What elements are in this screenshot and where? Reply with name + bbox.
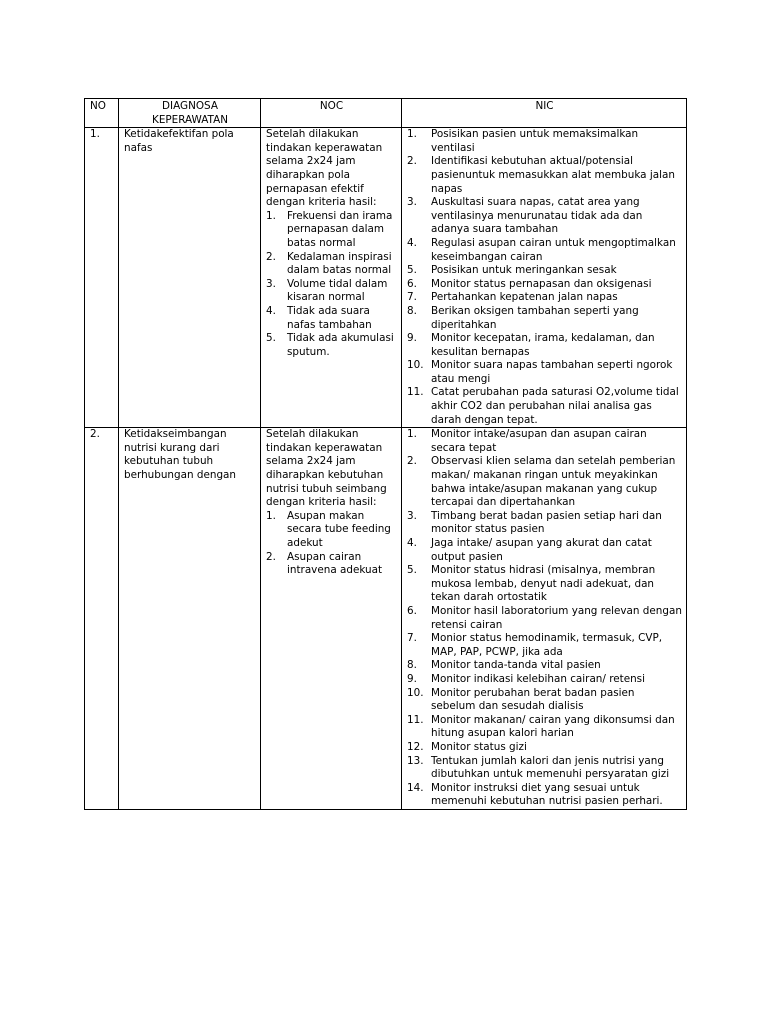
list-item	[407, 510, 682, 537]
list-item-text: Auskultasi suara napas, catat area yang ventilasinya menurunatau tidak ada dan adanya suara tambahan	[431, 196, 643, 236]
list-item-number: 8.	[407, 304, 417, 317]
list-item	[407, 291, 682, 305]
list-item	[266, 305, 397, 332]
list-item-number: 5.	[266, 332, 276, 345]
list-item-text: Monitor suara napas tambahan seperti ngorok atau mengi	[431, 359, 673, 385]
list-item-number: 9.	[407, 332, 417, 345]
list-item-number: 6.	[407, 604, 417, 617]
list-item	[407, 673, 682, 687]
header-nic: NIC	[402, 99, 687, 128]
list-item-text: Monitor indikasi kelebihan cairan/ retensi	[431, 672, 645, 685]
list-item	[407, 386, 682, 427]
list-item-text: Volume tidal dalam kisaran normal	[287, 277, 388, 304]
list-item	[266, 251, 397, 278]
list-item	[407, 278, 682, 292]
list-item-number: 7.	[407, 632, 417, 645]
nic-cell	[402, 428, 687, 810]
row-number: 1.	[85, 128, 119, 428]
list-item	[407, 237, 682, 264]
list-item-number: 13.	[407, 754, 424, 767]
list-item-text: Kedalaman inspirasi dalam batas normal	[287, 250, 392, 277]
list-item-number: 12.	[407, 740, 424, 753]
list-item	[407, 428, 682, 455]
list-item-text: Berikan oksigen tambahan seperti yang diperitahkan	[431, 304, 639, 331]
list-item	[407, 128, 682, 155]
list-item-number: 3.	[407, 509, 417, 522]
list-item	[266, 551, 397, 578]
list-item	[407, 537, 682, 564]
list-item-text: Posisikan pasien untuk memaksimalkan ventilasi	[431, 128, 639, 154]
list-item-number: 11.	[407, 713, 424, 726]
noc-intro: Setelah dilakukan tindakan keperawatan selama 2x24 jam diharapkan kebutuhan nutrisi tubuh seimbang dengan kriteria hasil:	[266, 428, 387, 509]
table-row	[85, 428, 687, 810]
list-item-number: 5.	[407, 264, 417, 277]
list-item-text: Monitor status pernapasan dan oksigenasi	[431, 277, 652, 290]
list-item	[407, 782, 682, 809]
list-item	[266, 278, 397, 305]
list-item-text: Monitor status hidrasi (misalnya, membran mukosa lembab, denyut nadi adekuat, dan tekan darah ortostatik	[431, 564, 656, 604]
list-item-number: 8.	[407, 659, 417, 672]
list-item	[407, 687, 682, 714]
list-item	[266, 210, 397, 251]
list-item-number: 7.	[407, 291, 417, 304]
list-item-number: 11.	[407, 386, 424, 399]
list-item-text: Monitor instruksi diet yang sesuai untuk memenuhi kebutuhan nutrisi pasien perhari.	[431, 781, 663, 808]
list-item-text: Monitor hasil laboratorium yang relevan dengan retensi cairan	[431, 604, 682, 631]
list-item-number: 10.	[407, 359, 424, 372]
list-item-text: Monitor tanda-tanda vital pasien	[431, 659, 601, 672]
noc-cell	[261, 428, 402, 810]
list-item	[407, 264, 682, 278]
list-item-text: Regulasi asupan cairan untuk mengoptimalkan keseimbangan cairan	[431, 236, 676, 263]
list-item-text: Observasi klien selama dan setelah pemberian makan/ makanan ringan untuk meyakinkan bahwa intake/asupan makanan yang cukup tercapai dan dipertahankan	[431, 455, 676, 509]
row-number: 2.	[85, 428, 119, 810]
list-item	[407, 332, 682, 359]
list-item	[407, 196, 682, 237]
noc-cell	[261, 128, 402, 428]
list-item-number: 2.	[266, 250, 276, 263]
header-no: NO	[85, 99, 119, 128]
list-item-text: Catat perubahan pada saturasi O2,volume tidal akhir CO2 dan perubahan nilai analisa gas darah dengan tepat.	[431, 386, 679, 426]
list-item-text: Monitor makanan/ cairan yang dikonsumsi dan hitung asupan kalori harian	[431, 713, 675, 740]
diagnosis-text: Ketidakefektifan pola nafas	[119, 128, 261, 428]
list-item-text: Pertahankan kepatenan jalan napas	[431, 291, 618, 304]
table-header-row	[85, 99, 687, 128]
list-item-number: 2.	[407, 155, 417, 168]
list-item-number: 2.	[407, 455, 417, 468]
list-item-number: 2.	[266, 550, 276, 563]
list-item	[266, 332, 397, 359]
list-item-text: Posisikan untuk meringankan sesak	[431, 264, 617, 277]
list-item-text: Asupan cairan intravena adekuat	[287, 550, 383, 577]
noc-criteria-list	[266, 210, 397, 360]
list-item-number: 1.	[407, 128, 417, 141]
list-item-text: Monior status hemodinamik, termasuk, CVP, MAP, PAP, PCWP, jika ada	[431, 632, 663, 658]
list-item-number: 1.	[407, 428, 417, 441]
nic-cell	[402, 128, 687, 428]
list-item	[407, 305, 682, 332]
header-noc: NOC	[261, 99, 402, 128]
list-item-text: Monitor kecepatan, irama, kedalaman, dan kesulitan bernapas	[431, 332, 655, 358]
list-item-text: Timbang berat badan pasien setiap hari dan monitor status pasien	[431, 509, 662, 536]
list-item	[407, 564, 682, 605]
list-item	[407, 359, 682, 386]
list-item	[407, 455, 682, 509]
list-item-text: Identifikasi kebutuhan aktual/potensial pasienuntuk memasukkan alat membuka jalan napas	[431, 155, 675, 195]
list-item-number: 10.	[407, 686, 424, 699]
list-item-text: Tentukan jumlah kalori dan jenis nutrisi yang dibutuhkan untuk memenuhi persyaratan gizi	[431, 754, 670, 781]
list-item-number: 6.	[407, 277, 417, 290]
list-item-text: Monitor intake/asupan dan asupan cairan secara tepat	[431, 428, 647, 454]
table-row	[85, 128, 687, 428]
list-item	[407, 605, 682, 632]
list-item-number: 1.	[266, 509, 276, 522]
nursing-care-plan-table	[84, 98, 687, 810]
list-item-number: 4.	[266, 304, 276, 317]
list-item	[407, 755, 682, 782]
nic-intervention-list	[407, 428, 682, 809]
list-item	[407, 659, 682, 673]
list-item-number: 3.	[407, 196, 417, 209]
list-item	[407, 155, 682, 196]
list-item-number: 4.	[407, 537, 417, 549]
list-item-text: Monitor status gizi	[431, 740, 527, 753]
list-item-text: Monitor perubahan berat badan pasien sebelum dan sesudah dialisis	[431, 686, 635, 713]
list-item-text: Frekuensi dan irama pernapasan dalam batas normal	[287, 209, 393, 249]
list-item	[407, 632, 682, 659]
nic-intervention-list	[407, 128, 682, 427]
noc-intro: Setelah dilakukan tindakan keperawatan selama 2x24 jam diharapkan pola pernapasan efektif dengan kriteria hasil:	[266, 128, 383, 209]
diagnosis-text: Ketidakseimbangan nutrisi kurang dari kebutuhan tubuh berhubungan dengan	[119, 428, 261, 810]
list-item-number: 3.	[266, 277, 276, 290]
list-item-number: 14.	[407, 781, 424, 794]
list-item	[407, 741, 682, 755]
list-item-text: Asupan makan secara tube feeding adekut	[287, 509, 391, 549]
noc-criteria-list	[266, 510, 397, 578]
list-item-number: 4.	[407, 236, 417, 249]
list-item-text: Tidak ada akumulasi sputum.	[287, 332, 394, 358]
list-item-text: Tidak ada suara nafas tambahan	[287, 304, 372, 331]
list-item-text: Jaga intake/ asupan yang akurat dan catat output pasien	[431, 537, 652, 563]
list-item	[266, 510, 397, 551]
header-diagnosa: DIAGNOSA KEPERAWATAN	[119, 99, 261, 128]
list-item-number: 1.	[266, 209, 276, 222]
list-item	[407, 714, 682, 741]
list-item-number: 9.	[407, 672, 417, 685]
list-item-number: 5.	[407, 564, 417, 577]
